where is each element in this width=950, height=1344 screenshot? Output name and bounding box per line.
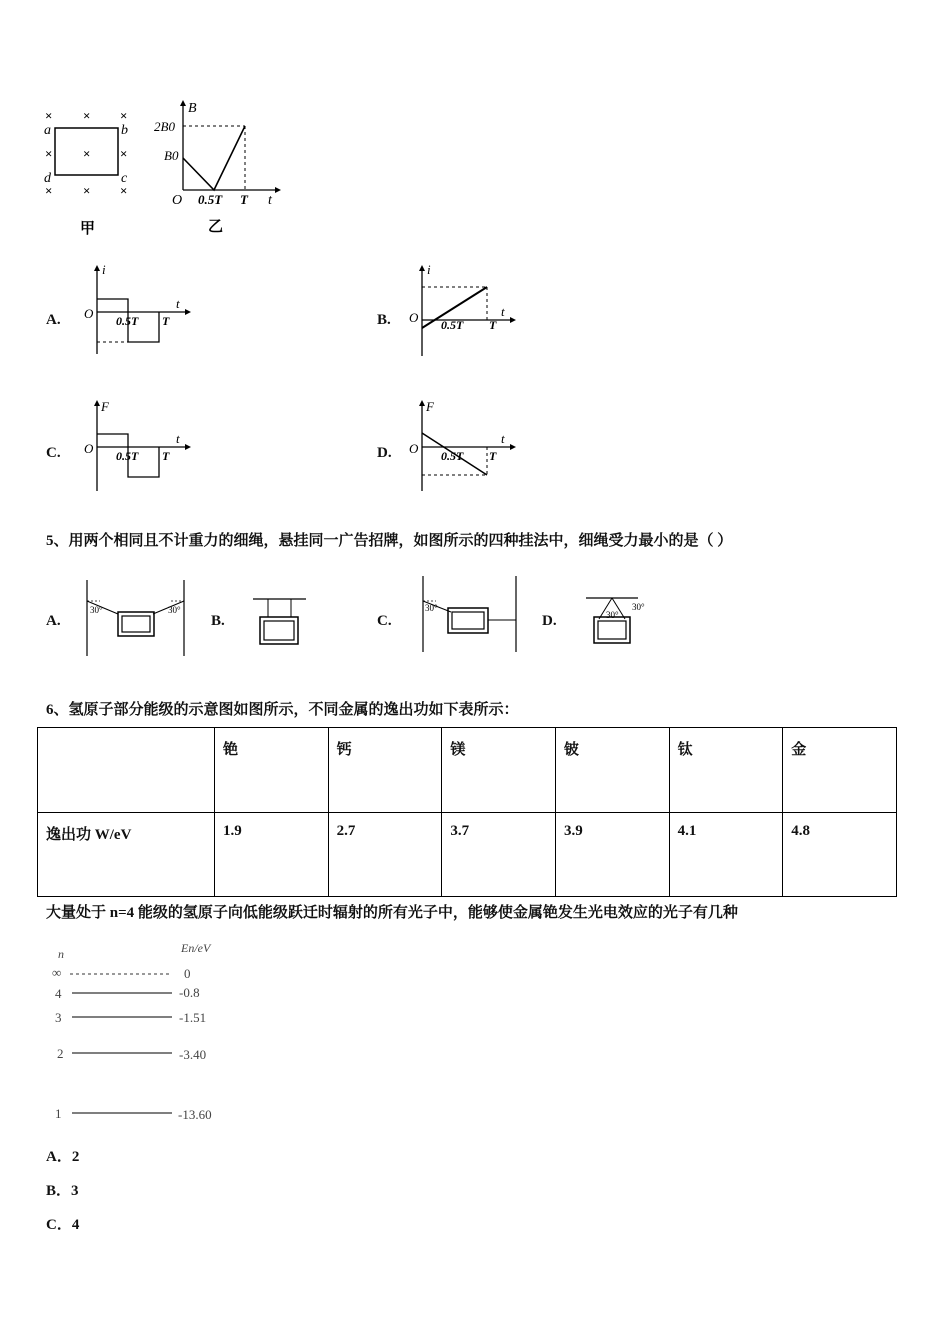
t-axis-label: t	[268, 193, 272, 208]
tick-b0: B0	[164, 148, 179, 163]
svg-text:×: ×	[45, 108, 53, 123]
t-arrow-icon	[510, 444, 516, 450]
q4-option-b-letter[interactable]: B.	[377, 312, 391, 328]
figure-jia	[40, 105, 140, 240]
tick-05t: 0.5T	[441, 449, 464, 463]
q6-question: 大量处于 n=4 能级的氢原子向低能级跃迁时辐射的所有光子中，能够使金属铯发生光电效应的光子有几种	[46, 905, 738, 921]
metal-be: 铍	[555, 728, 669, 813]
q5-option-d-figure[interactable]	[582, 592, 652, 654]
figure-yi	[150, 98, 285, 238]
option-value: 4	[71, 1217, 80, 1233]
field-crosses	[45, 108, 127, 198]
svg-text:×: ×	[120, 108, 128, 123]
signboard-inner	[598, 621, 626, 639]
q5-option-d-letter[interactable]: D.	[542, 613, 557, 629]
q5-option-a-letter[interactable]: A.	[46, 613, 61, 629]
q5-option-b-letter[interactable]: B.	[211, 613, 225, 629]
t-arrow-icon	[510, 317, 516, 323]
level-energy-inf: 0	[184, 966, 191, 981]
n-header: n	[58, 947, 64, 961]
q5-text: 5、用两个相同且不计重力的细绳，悬挂同一广告招牌，如图所示的四种挂法中，细绳受力最小的是（ ）	[46, 533, 733, 549]
angle-label-right: 30°	[168, 605, 181, 615]
caption-yi: 乙	[208, 219, 224, 235]
level-label-4: 4	[55, 986, 62, 1001]
q6-option-a[interactable]	[46, 1145, 79, 1166]
value-be: 3.9	[555, 812, 669, 897]
option-value: 3	[71, 1183, 79, 1199]
option-value: 2	[71, 1149, 80, 1165]
metal-cs: 铯	[215, 728, 329, 813]
tick-t: T	[162, 314, 170, 328]
corner-d: d	[44, 171, 51, 186]
tick-05t: 0.5T	[116, 314, 139, 328]
q4-option-a-letter[interactable]: A.	[46, 312, 61, 328]
value-ca: 2.7	[328, 812, 442, 897]
level-label-inf: ∞	[52, 965, 62, 980]
angle-label-left: 30°	[90, 605, 103, 615]
f-arrow-icon	[94, 400, 100, 406]
level-label-3: 3	[55, 1010, 62, 1025]
metal-header-row	[38, 728, 897, 813]
q6-option-c[interactable]	[46, 1213, 79, 1234]
option-letter: A．	[46, 1149, 72, 1165]
positive-segment	[97, 299, 128, 312]
t-label: t	[501, 431, 505, 446]
work-function-table	[37, 727, 897, 897]
level-energy-3: -1.51	[179, 1010, 207, 1025]
axis-label: F	[426, 399, 434, 414]
svg-text:×: ×	[45, 183, 53, 198]
signboard-inner	[452, 612, 484, 629]
q5-option-a-figure[interactable]	[82, 578, 190, 658]
t-label: t	[501, 304, 505, 319]
i-arrow-icon	[419, 265, 425, 271]
header-empty	[38, 728, 215, 813]
tick-05t: 0.5T	[441, 318, 464, 332]
metal-au: 金	[783, 728, 897, 813]
q4-option-d-letter[interactable]: D.	[377, 445, 392, 461]
origin-label: O	[84, 441, 94, 456]
t-label: t	[176, 431, 180, 446]
svg-text:×: ×	[83, 146, 91, 161]
angle-label-outer: 30°	[632, 602, 645, 612]
svg-text:×: ×	[45, 146, 53, 161]
e-header: En/eV	[181, 941, 211, 955]
t-arrow-icon	[185, 309, 191, 315]
q4-option-c-graph[interactable]	[80, 397, 200, 497]
metal-ca: 钙	[328, 728, 442, 813]
level-label-1: 1	[55, 1106, 62, 1121]
axis-label: F	[101, 399, 109, 414]
signboard-inner	[264, 621, 294, 640]
b-t-series-line	[183, 126, 245, 190]
caption-jia: 甲	[80, 221, 96, 237]
origin-label: O	[84, 306, 94, 321]
positive-segment	[97, 434, 128, 447]
tick-t: T	[240, 192, 248, 207]
axis-label: i	[102, 262, 106, 277]
metal-ti: 钛	[669, 728, 783, 813]
work-function-row	[38, 812, 897, 897]
q4-option-a-graph[interactable]	[80, 262, 200, 362]
tick-t: T	[162, 449, 170, 463]
level-energy-4: -0.8	[179, 985, 200, 1000]
svg-text:×: ×	[83, 108, 91, 123]
angle-label: 30°	[425, 603, 438, 613]
q4-option-d-graph[interactable]	[405, 397, 525, 497]
t-arrow-icon	[275, 187, 281, 193]
svg-text:×: ×	[120, 183, 128, 198]
tick-05t: 0.5T	[198, 192, 223, 207]
q5-option-c-letter[interactable]: C.	[377, 613, 392, 629]
metal-mg: 镁	[442, 728, 556, 813]
corner-c: c	[121, 171, 128, 186]
option-letter: B．	[46, 1183, 72, 1199]
level-label-2: 2	[57, 1046, 64, 1061]
tick-t: T	[489, 318, 497, 332]
row-label: 逸出功 W/eV	[38, 812, 215, 897]
origin-label: O	[409, 441, 419, 456]
origin-label: O	[409, 310, 419, 325]
corner-a: a	[44, 123, 51, 138]
option-letter: C．	[46, 1217, 72, 1233]
axis-label: i	[427, 262, 431, 277]
q6-intro: 6、氢原子部分能级的示意图如图所示，不同金属的逸出功如下表所示：	[46, 702, 519, 718]
value-au: 4.8	[783, 812, 897, 897]
q6-option-b[interactable]	[46, 1179, 79, 1200]
energy-level-diagram	[48, 938, 238, 1130]
tick-t: T	[489, 449, 497, 463]
svg-text:×: ×	[120, 146, 128, 161]
f-arrow-icon	[419, 400, 425, 406]
b-axis-label: B	[188, 101, 197, 116]
q5-option-b-figure[interactable]	[250, 593, 310, 653]
angle-label-inner: 30°	[606, 610, 619, 620]
level-energy-1: -13.60	[178, 1107, 212, 1122]
t-label: t	[176, 296, 180, 311]
q5-option-c-figure[interactable]	[418, 574, 522, 654]
t-arrow-icon	[185, 444, 191, 450]
tick-2b0: 2B0	[154, 119, 175, 134]
i-arrow-icon	[94, 265, 100, 271]
level-energy-2: -3.40	[179, 1047, 207, 1062]
signboard-inner	[122, 616, 150, 632]
tick-05t: 0.5T	[116, 449, 139, 463]
value-cs: 1.9	[215, 812, 329, 897]
q4-option-c-letter[interactable]: C.	[46, 445, 61, 461]
svg-text:×: ×	[83, 183, 91, 198]
q4-option-b-graph[interactable]	[405, 262, 525, 362]
origin-label: O	[172, 193, 183, 208]
value-ti: 4.1	[669, 812, 783, 897]
value-mg: 3.7	[442, 812, 556, 897]
corner-b: b	[121, 123, 128, 138]
b-arrow-icon	[180, 100, 186, 106]
